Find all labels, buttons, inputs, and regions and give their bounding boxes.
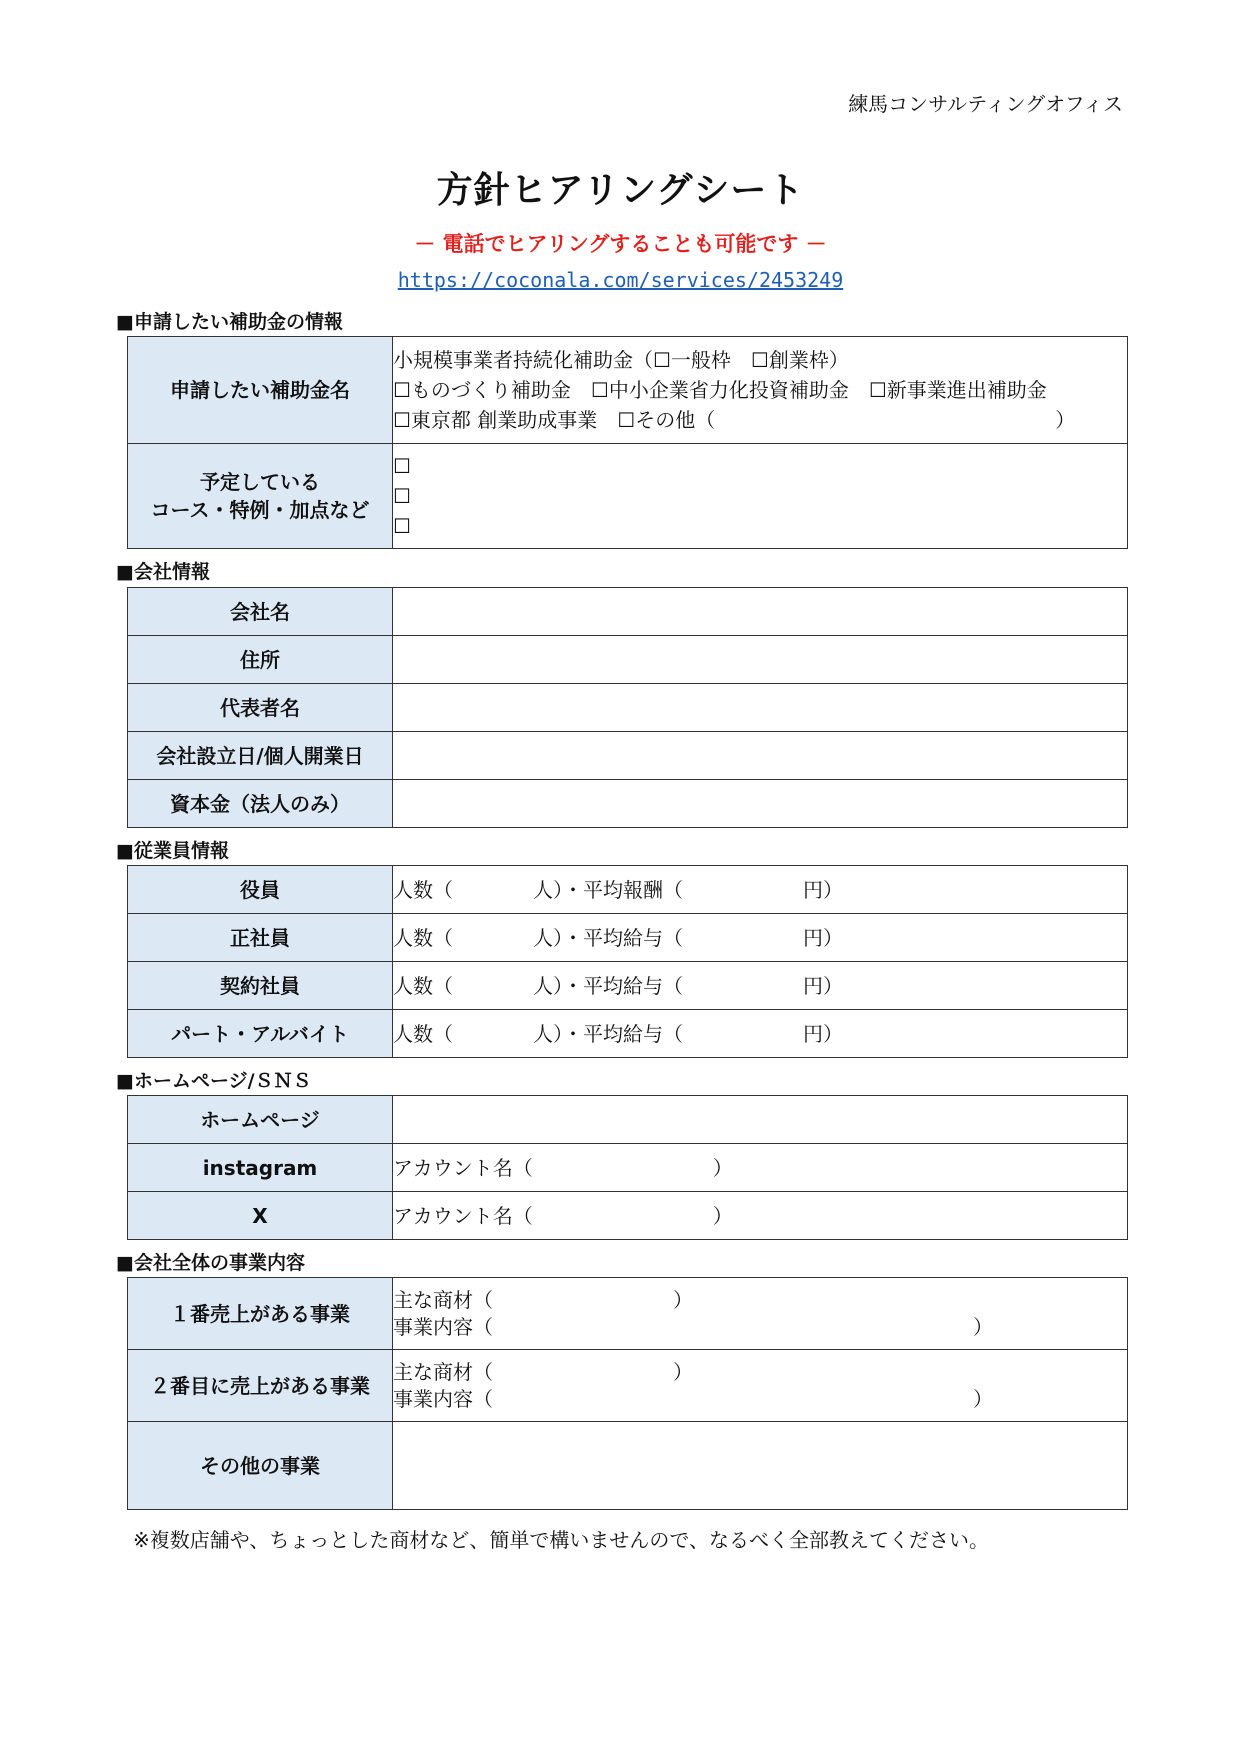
label-homepage: ホームページ xyxy=(128,1096,393,1144)
section-heading-company: ■会社情報 xyxy=(116,561,210,583)
web-table xyxy=(127,1095,1128,1240)
x-field[interactable]: アカウント名（ ） xyxy=(393,1192,1128,1240)
top-business-product: 主な商材（ ） xyxy=(393,1287,693,1312)
label-second-business: ２番目に売上がある事業 xyxy=(128,1350,393,1422)
table-row xyxy=(128,636,1128,684)
other-business-field[interactable] xyxy=(393,1422,1128,1510)
table-row xyxy=(128,588,1128,636)
label-instagram: instagram xyxy=(128,1144,393,1192)
subsidy-option-line: 小規模事業者持続化補助金（☐一般枠 ☐創業枠） xyxy=(393,348,849,372)
top-business-field[interactable] xyxy=(393,1278,1128,1350)
contract-field[interactable]: 人数（ 人）・平均給与（ 円） xyxy=(393,962,1128,1010)
label-course xyxy=(128,444,393,549)
label-address: 住所 xyxy=(128,636,393,684)
table-row xyxy=(128,1144,1128,1192)
course-checkbox[interactable]: ☐ xyxy=(393,514,411,538)
company-table xyxy=(127,587,1128,828)
subsidy-option-line: ☐ものづくり補助金 ☐中小企業省力化投資補助金 ☐新事業進出補助金 xyxy=(393,378,1047,402)
subsidy-table xyxy=(127,336,1128,549)
course-checkbox[interactable]: ☐ xyxy=(393,454,411,478)
footnote: ※複数店舗や、ちょっとした商材など、簡単で構いませんので、なるべく全部教えてください。 xyxy=(133,1528,989,1552)
table-row xyxy=(128,444,1128,549)
capital-field[interactable] xyxy=(393,780,1128,828)
label-parttime: パート・アルバイト xyxy=(128,1010,393,1058)
label-capital: 資本金（法人のみ） xyxy=(128,780,393,828)
label-top-business: １番売上がある事業 xyxy=(128,1278,393,1350)
homepage-field[interactable] xyxy=(393,1096,1128,1144)
label-course-line2: コース・特例・加点など xyxy=(150,498,370,522)
service-link[interactable]: https://coconala.com/services/2453249 xyxy=(397,268,844,292)
second-business-field[interactable] xyxy=(393,1350,1128,1422)
label-contract: 契約社員 xyxy=(128,962,393,1010)
table-row xyxy=(128,1192,1128,1240)
table-row xyxy=(128,1010,1128,1058)
company-name-field[interactable] xyxy=(393,588,1128,636)
service-link-container xyxy=(0,268,1241,292)
table-row xyxy=(128,732,1128,780)
section-heading-web: ■ホームページ/ＳＮＳ xyxy=(116,1070,312,1092)
employees-table xyxy=(127,865,1128,1058)
page-subtitle: － 電話でヒアリングすることも可能です － xyxy=(414,232,827,256)
subsidy-options-cell[interactable] xyxy=(393,337,1128,444)
label-x: X xyxy=(128,1192,393,1240)
address-field[interactable] xyxy=(393,636,1128,684)
fulltime-field[interactable]: 人数（ 人）・平均給与（ 円） xyxy=(393,914,1128,962)
label-fulltime: 正社員 xyxy=(128,914,393,962)
section-heading-employees: ■従業員情報 xyxy=(116,840,229,862)
representative-field[interactable] xyxy=(393,684,1128,732)
subsidy-option-line: ☐東京都 創業助成事業 ☐その他（ ） xyxy=(393,408,1076,432)
section-heading-subsidy: ■申請したい補助金の情報 xyxy=(116,311,343,333)
label-officers: 役員 xyxy=(128,866,393,914)
table-row xyxy=(128,1096,1128,1144)
course-checkbox[interactable]: ☐ xyxy=(393,484,411,508)
table-row xyxy=(128,866,1128,914)
top-business-content: 事業内容（ ） xyxy=(393,1314,993,1339)
table-row xyxy=(128,1350,1128,1422)
page-title: 方針ヒアリングシート xyxy=(436,170,805,211)
label-company-name: 会社名 xyxy=(128,588,393,636)
table-row xyxy=(128,684,1128,732)
table-row xyxy=(128,337,1128,444)
label-course-line1: 予定している xyxy=(200,470,320,494)
label-founding-date: 会社設立日/個人開業日 xyxy=(128,732,393,780)
instagram-field[interactable]: アカウント名（ ） xyxy=(393,1144,1128,1192)
business-table xyxy=(127,1277,1128,1510)
table-row xyxy=(128,1278,1128,1350)
office-name: 練馬コンサルティングオフィス xyxy=(848,92,1123,116)
table-row xyxy=(128,1422,1128,1510)
officers-field[interactable]: 人数（ 人）・平均報酬（ 円） xyxy=(393,866,1128,914)
second-business-content: 事業内容（ ） xyxy=(393,1386,993,1411)
founding-date-field[interactable] xyxy=(393,732,1128,780)
table-row xyxy=(128,962,1128,1010)
course-checkbox-cell[interactable] xyxy=(393,444,1128,549)
label-other-business: その他の事業 xyxy=(128,1422,393,1510)
label-subsidy-name: 申請したい補助金名 xyxy=(128,337,393,444)
table-row xyxy=(128,780,1128,828)
table-row xyxy=(128,914,1128,962)
parttime-field[interactable]: 人数（ 人）・平均給与（ 円） xyxy=(393,1010,1128,1058)
label-representative: 代表者名 xyxy=(128,684,393,732)
second-business-product: 主な商材（ ） xyxy=(393,1359,693,1384)
section-heading-business: ■会社全体の事業内容 xyxy=(116,1252,305,1274)
